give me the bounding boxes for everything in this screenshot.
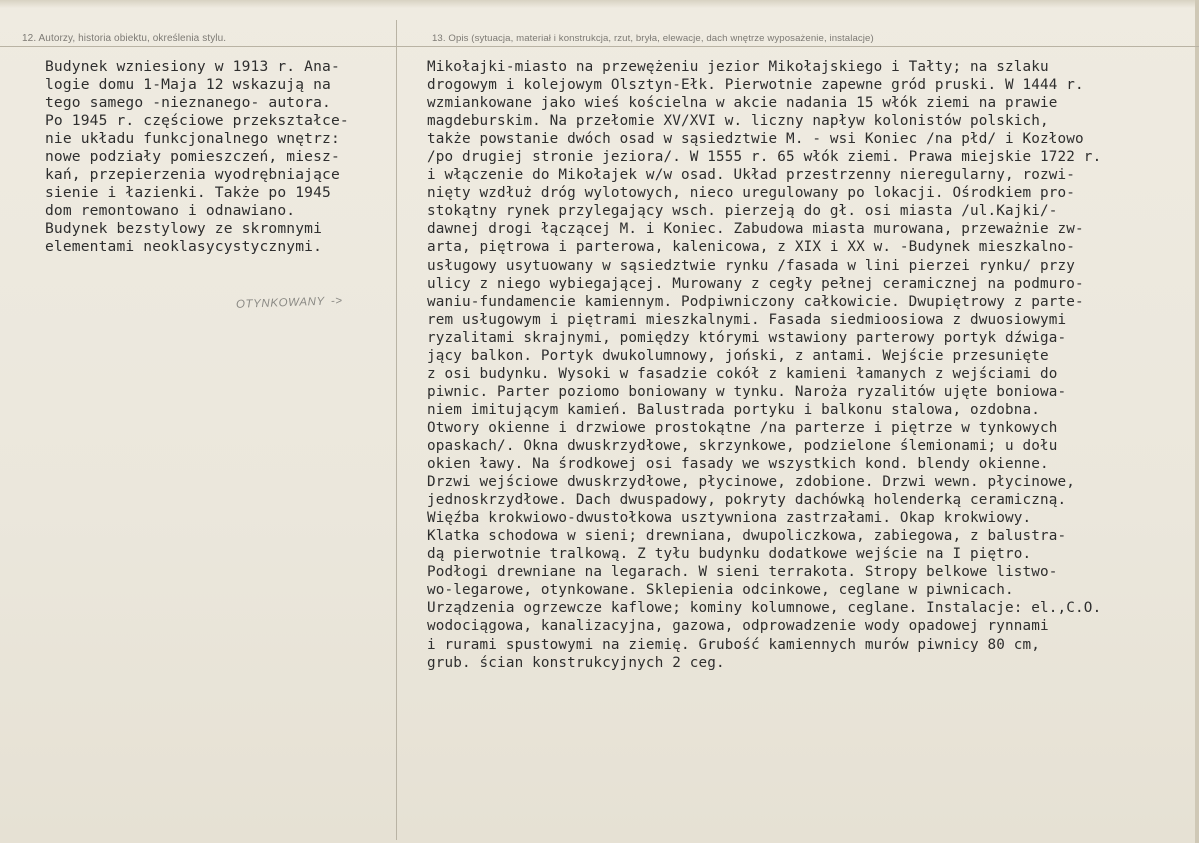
description-text-line: i rurami spustowymi na ziemię. Grubość kamiennych murów piwnicy 80 cm, — [427, 636, 1041, 653]
history-text-line: Budynek bezstylowy ze skromnymi — [45, 220, 323, 238]
description-text-line: nięty wzdłuż dróg wylotowych, nieco uregulowany po lokacji. Ośrodkiem pro- — [427, 185, 1076, 202]
description-text-line: grub. ścian konstrukcyjnych 2 ceg. — [427, 654, 725, 671]
description-text-line: arta, piętrowa i parterowa, kalenicowa, z XIX i XX w. -Budynek mieszkalno- — [427, 239, 1076, 256]
history-text-column — [45, 58, 390, 257]
history-text-line: elementami neoklasycystycznymi. — [45, 238, 323, 256]
description-text-line: okien ławy. Na środkowej osi fasady we wszystkich kond. blendy okienne. — [427, 456, 1049, 473]
description-text-line: wo-legarowe, otynkowane. Sklepienia odcinkowe, ceglane w piwnicach. — [427, 582, 1014, 599]
description-text-line: także powstanie dwóch osad w sąsiedztwie M. - wsi Koniec /na płd/ i Kozłowo — [427, 131, 1084, 148]
description-text-line: ulicy z niego wybiegającej. Murowany z cegły pełnej ceramicznej na podmuro- — [427, 275, 1084, 292]
description-text-line: piwnic. Parter poziomo boniowany w tynku. Naroża ryzalitów ujęte boniowa- — [427, 383, 1067, 400]
column-divider — [396, 20, 397, 840]
description-text-line: Więźba krokwiowo-dwustołkowa usztywniona zastrzałami. Okap krokwiowy. — [427, 510, 1032, 527]
history-text-line: nowe podziały pomieszczeń, miesz- — [45, 148, 340, 166]
history-text-line: logie domu 1-Maja 12 wskazują na — [45, 76, 331, 94]
history-text-line: sienie i łazienki. Także po 1945 — [45, 184, 331, 202]
description-text-line: magdeburskim. Na przełomie XV/XVI w. liczny napływ kolonistów polskich, — [427, 113, 1049, 130]
description-text-line: z osi budynku. Wysoki w fasadzie cokół z kamieni łamanych z wejściami do — [427, 365, 1058, 382]
description-text-line: Podłogi drewniane na legarach. W sieni terrakota. Stropy belkowe listwo- — [427, 564, 1058, 581]
history-text-line: tego samego -nieznanego- autora. — [45, 94, 331, 112]
history-text-line: nie układu funkcjonalnego wnętrz: — [45, 130, 340, 148]
description-text-line: niem imitującym kamień. Balustrada portyku i balkonu stalowa, ozdobna. — [427, 401, 1041, 418]
section-12-header: 12. Autorzy, historia obiektu, określenia stylu. — [22, 33, 227, 44]
description-text-line: dawnej drogi łączącej M. i Koniec. Zabudowa miasta murowana, przeważnie zw- — [427, 221, 1084, 238]
description-text-line: Urządzenia ogrzewcze kaflowe; kominy kolumnowe, ceglane. Instalacje: el.,C.O. — [427, 600, 1102, 617]
description-text-line: wzmiankowane jako wieś kościelna w akcie nadania 15 włók ziemi na prawie — [427, 95, 1058, 112]
margin-note-arrow: -> — [330, 295, 343, 308]
handwritten-margin-note — [236, 295, 343, 311]
description-text-line: stokątny rynek przylegający wsch. pierzeją do gł. osi miasta /ul.Kajki/- — [427, 203, 1058, 220]
margin-note-text: OTYNKOWANY — [235, 295, 326, 311]
sheet-top-edge — [0, 0, 1199, 8]
description-text-line: usługowy usytuowany w sąsiedztwie rynku /fasada w lini pierzei rynku/ przy — [427, 257, 1076, 274]
description-text-line: rem usługowym i piętrami mieszkalnymi. Fasada siedmioosiowa z dwuosiowymi — [427, 311, 1067, 328]
description-text-line: i włączenie do Mikołajek w/w osad. Układ przestrzenny nieregularny, rozwi- — [427, 167, 1076, 184]
description-text-line: Otwory okienne i drzwiowe prostokątne /na parterze i piętrze w tynkowych — [427, 419, 1058, 436]
description-text-line: Klatka schodowa w sieni; drewniana, dwupoliczkowa, zabiegowa, z balustra- — [427, 528, 1067, 545]
history-text-line: dom remontowano i odnawiano. — [45, 202, 296, 220]
description-text-line: jednoskrzydłowe. Dach dwuspadowy, pokryty dachówką holenderką ceramiczną. — [427, 492, 1067, 509]
description-text-line: /po drugiej stronie jeziora/. W 1555 r. 65 włók ziemi. Prawa miejskie 1722 r. — [427, 149, 1102, 166]
history-text-line: Budynek wzniesiony w 1913 r. Ana- — [45, 58, 340, 75]
history-text-line: kań, przepierzenia wyodrębniające — [45, 166, 340, 184]
description-text-line: wodociągowa, kanalizacyjna, gazowa, odprowadzenie wody opadowej rynnami — [427, 618, 1049, 635]
history-text-line: Po 1945 r. częściowe przekształce- — [45, 112, 349, 130]
header-rule — [0, 46, 1199, 47]
description-text-column — [427, 58, 1197, 672]
description-text-line: opaskach/. Okna dwuskrzydłowe, skrzynkowe, podzielone ślemionami; u dołu — [427, 437, 1058, 454]
description-text-line: dą pierwotnie tralkową. Z tyłu budynku dodatkowe wejście na I piętro. — [427, 546, 1032, 563]
description-text-line: drogowym i kolejowym Olsztyn-Ełk. Pierwotnie zapewne gród pruski. W 1444 r. — [427, 77, 1084, 94]
section-13-header: 13. Opis (sytuacja, materiał i konstrukcja, rzut, bryła, elewacje, dach wnętrze wyposażenie, instalacje) — [432, 33, 874, 44]
description-text-line: ryzalitami skrajnymi, pomiędzy którymi wstawiony parterowy portyk dźwiga- — [427, 329, 1067, 346]
description-text-line: waniu-fundamencie kamiennym. Podpiwniczony całkowicie. Dwupiętrowy z parte- — [427, 293, 1084, 310]
description-text-line: jący balkon. Portyk dwukolumnowy, joński, z antami. Wejście przesunięte — [427, 347, 1049, 364]
description-text-line: Mikołajki-miasto na przewężeniu jezior Mikołajskiego i Tałty; na szlaku — [427, 59, 1049, 75]
description-text-line: Drzwi wejściowe dwuskrzydłowe, płycinowe, zdobione. Drzwi wewn. płycinowe, — [427, 474, 1076, 491]
